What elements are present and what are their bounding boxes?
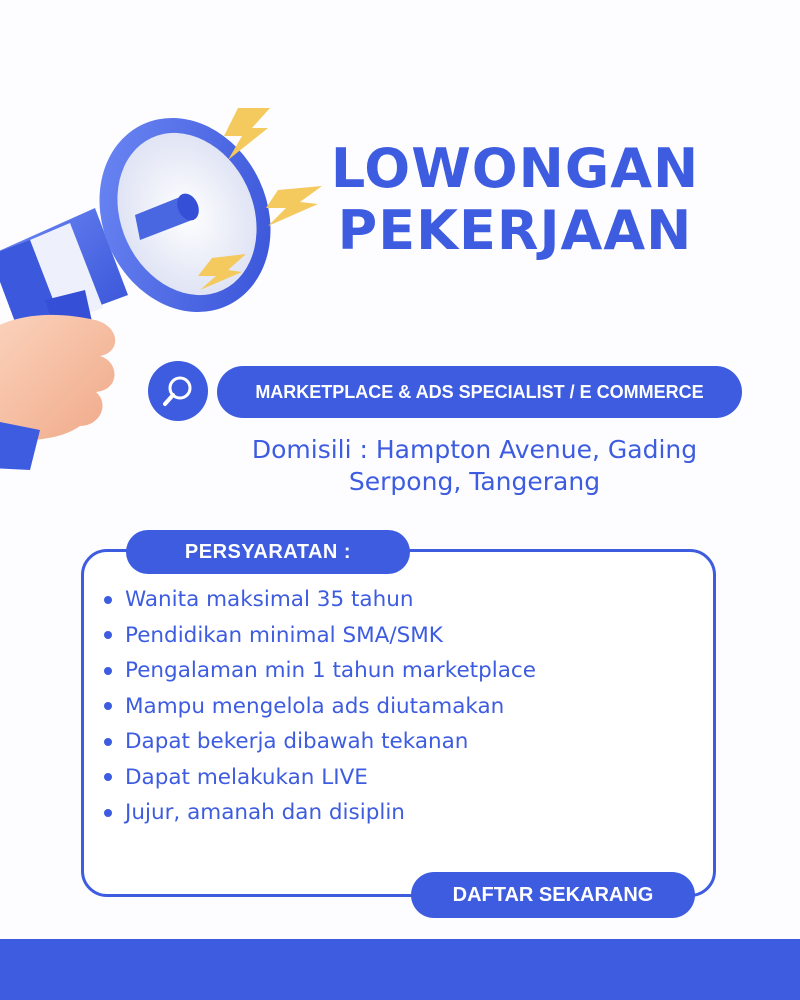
requirement-text: Dapat melakukan LIVE: [125, 764, 368, 790]
location-text: Domisili : Hampton Avenue, Gading Serpong, Tangerang: [251, 435, 698, 496]
list-item: [104, 689, 536, 725]
bullet-icon: [104, 596, 112, 604]
bullet-icon: [104, 631, 112, 639]
requirements-list: [104, 582, 536, 831]
headline-line-2: PEKERJAAN: [337, 199, 693, 262]
requirement-text: Dapat bekerja dibawah tekanan: [125, 729, 469, 754]
requirement-text: Pendidikan minimal SMA/SMK: [125, 622, 443, 648]
list-item: [104, 653, 536, 689]
requirement-text: Jujur, amanah dan disiplin: [125, 800, 405, 825]
position-title: MARKETPLACE & ADS SPECIALIST / E COMMERCE: [217, 366, 742, 418]
requirement-text: Pengalaman min 1 tahun marketplace: [125, 658, 536, 683]
bullet-icon: [104, 809, 112, 817]
requirement-text: Mampu mengelola ads diutamakan: [125, 693, 505, 719]
headline-line-1: LOWONGAN: [330, 137, 700, 200]
headline: [300, 138, 730, 262]
list-item: [104, 618, 536, 654]
bullet-icon: [104, 702, 112, 710]
list-item: [104, 760, 536, 796]
list-item: [104, 724, 536, 760]
requirement-text: Wanita maksimal 35 tahun: [125, 587, 414, 612]
bullet-icon: [104, 667, 112, 675]
bullet-icon: [104, 738, 112, 746]
apply-button[interactable]: DAFTAR SEKARANG: [411, 872, 695, 918]
megaphone-illustration: [0, 90, 340, 480]
list-item: [104, 795, 536, 831]
requirements-heading: PERSYARATAN :: [126, 530, 410, 574]
search-icon: [148, 361, 208, 421]
list-item: [104, 582, 536, 618]
bullet-icon: [104, 773, 112, 781]
footer-band: [0, 939, 800, 1000]
